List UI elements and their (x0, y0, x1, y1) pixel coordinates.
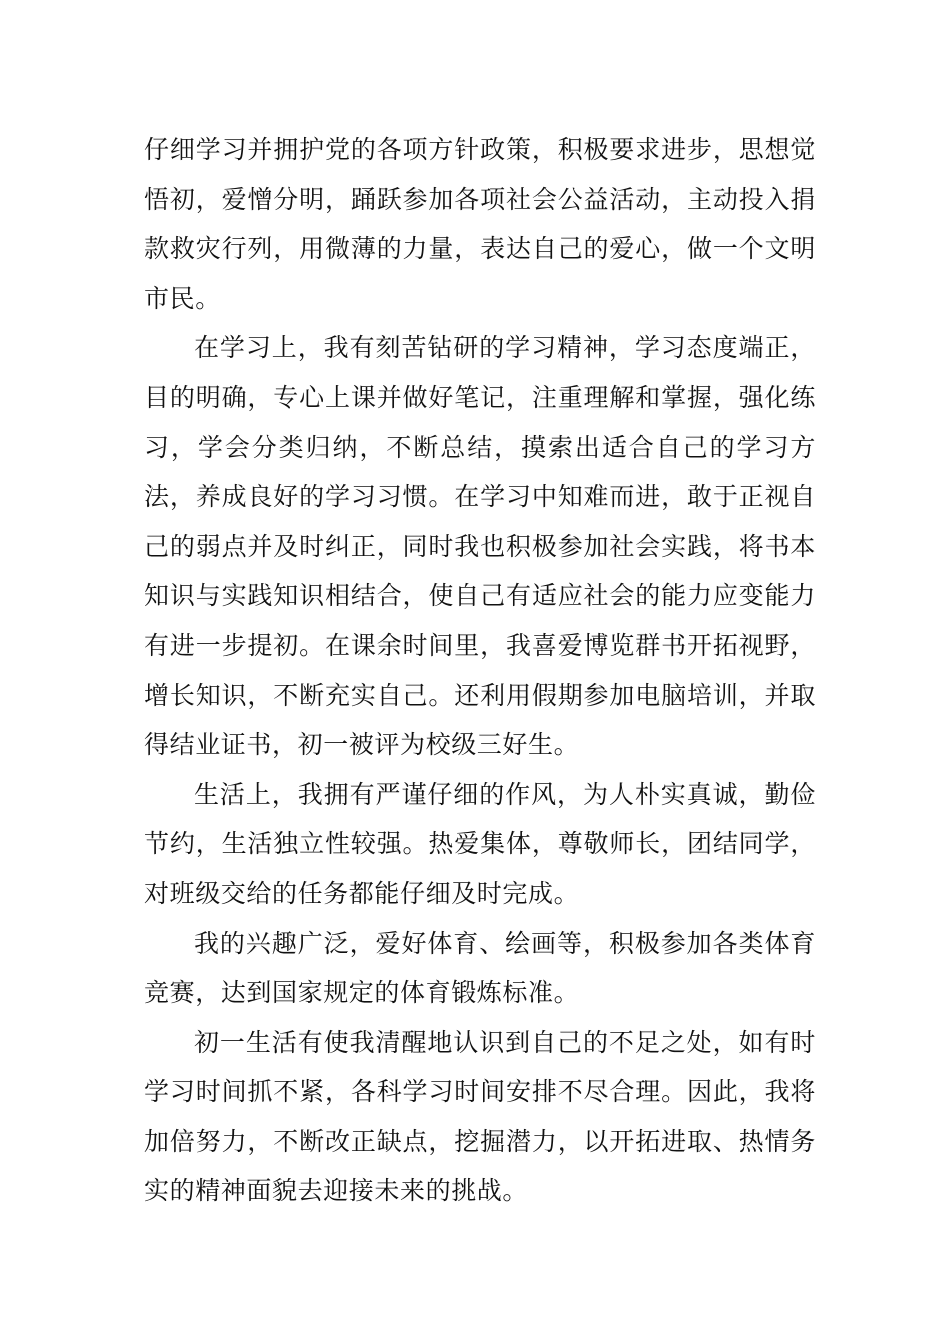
document-body (144, 125, 816, 1216)
paragraph-1: 仔细学习并拥护党的各项方针政策，积极要求进步，思想觉悟初，爱憎分明，踊跃参加各项社会公益活动，主动投入捐款救灾行列，用微薄的力量，表达自己的爱心，做一个文明市民。 (144, 135, 816, 313)
paragraph-2: 在学习上，我有刻苦钻研的学习精神，学习态度端正，目的明确，专心上课并做好笔记，注重理解和掌握，强化练习，学会分类归纳，不断总结，摸索出适合自己的学习方法，养成良好的学习习惯。在学习中知难而进，敢于正视自己的弱点并及时纠正，同时我也积极参加社会实践，将书本知识与实践知识相结合，使自己有适应社会的能力应变能力有进一步提初。在课余时间里，我喜爱博览群书开拓视野，增长知识，不断充实自己。还利用假期参加电脑培训，并取得结业证书，初一被评为校级三好生。 (144, 333, 816, 760)
paragraph-3: 生活上，我拥有严谨仔细的作风，为人朴实真诚，勤俭节约，生活独立性较强。热爱集体，尊敬师长，团结同学，对班级交给的任务都能仔细及时完成。 (144, 779, 816, 908)
paragraph-4: 我的兴趣广泛，爱好体育、绘画等，积极参加各类体育竞赛，达到国家规定的体育锻炼标准。 (144, 928, 816, 1008)
paragraph-5: 初一生活有使我清醒地认识到自己的不足之处，如有时学习时间抓不紧，各科学习时间安排不尽合理。因此，我将加倍努力，不断改正缺点，挖掘潜力，以开拓进取、热情务实的精神面貌去迎接未来的挑战。 (144, 1027, 816, 1206)
